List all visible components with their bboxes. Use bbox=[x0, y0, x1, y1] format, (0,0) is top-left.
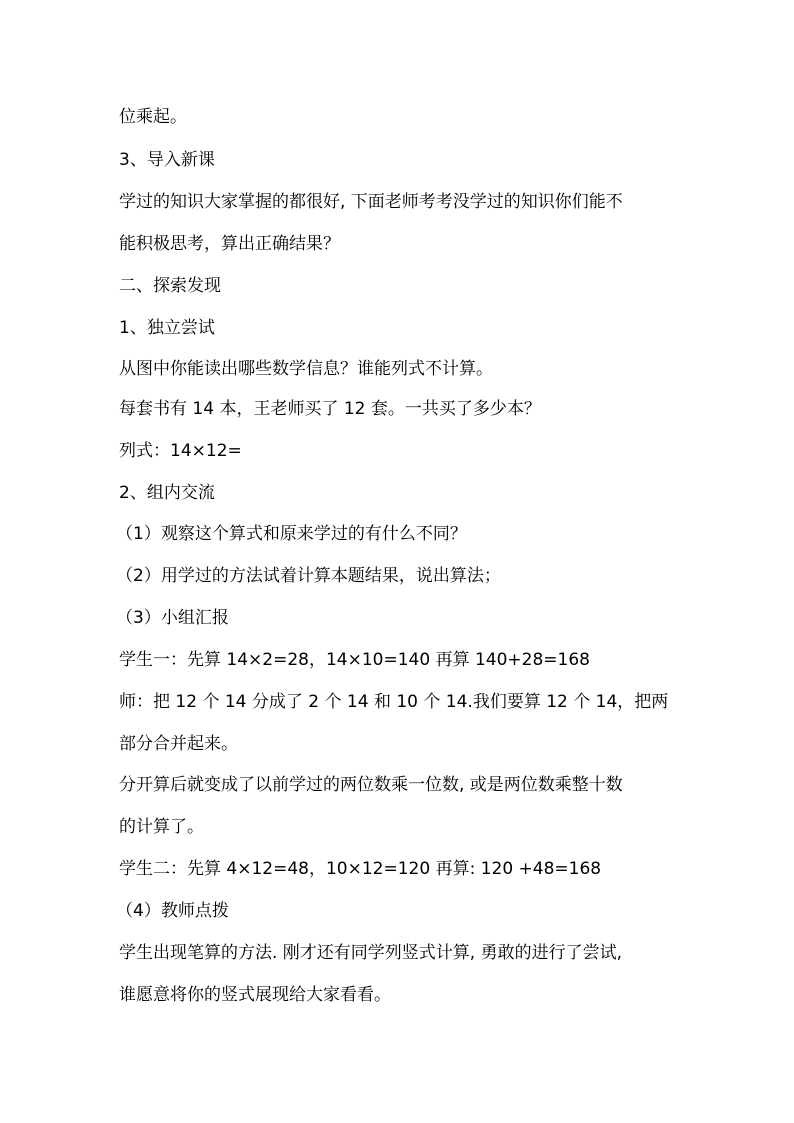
text-line: 位乘起。 bbox=[119, 107, 187, 127]
text-line: 部分合并起来。 bbox=[119, 734, 238, 754]
text-line: 列式：14×12= bbox=[119, 441, 242, 461]
subsection-heading: 1、独立尝试 bbox=[119, 318, 215, 338]
list-item: （1）观察这个算式和原来学过的有什么不同？ bbox=[116, 524, 467, 544]
subsection-heading: 2、组内交流 bbox=[119, 483, 215, 503]
list-item: （3）小组汇报 bbox=[116, 608, 229, 628]
text-line: 谁愿意将你的竖式展现给大家看看。 bbox=[119, 985, 391, 1005]
text-line: 师：把 12 个 14 分成了 2 个 14 和 10 个 14.我们要算 12 个 14，把两 bbox=[119, 692, 669, 712]
text-line: 学生一：先算 14×2=28，14×10=140 再算 140+28=168 bbox=[119, 650, 590, 670]
list-item: （4）教师点拨 bbox=[116, 901, 229, 921]
section-heading: 二、探索发现 bbox=[119, 276, 221, 296]
section-heading: 3、导入新课 bbox=[119, 150, 215, 170]
text-line: 的计算了。 bbox=[119, 817, 204, 837]
text-line: 学生出现笔算的方法. 刚才还有同学列竖式计算, 勇敢的进行了尝试, bbox=[119, 943, 623, 963]
list-item: （2）用学过的方法试着计算本题结果，说出算法； bbox=[116, 566, 501, 586]
text-line: 学生二：先算 4×12=48，10×12=120 再算: 120 +48=168 bbox=[119, 859, 602, 879]
text-line: 学过的知识大家掌握的都很好, 下面老师考考没学过的知识你们能不 bbox=[119, 192, 623, 212]
text-line: 从图中你能读出哪些数学信息？谁能列式不计算。 bbox=[119, 359, 493, 379]
text-line: 分开算后就变成了以前学过的两位数乘一位数, 或是两位数乘整十数 bbox=[119, 775, 623, 795]
text-line: 能积极思考，算出正确结果？ bbox=[119, 234, 340, 254]
text-line: 每套书有 14 本，王老师买了 12 套。一共买了多少本？ bbox=[119, 399, 541, 419]
